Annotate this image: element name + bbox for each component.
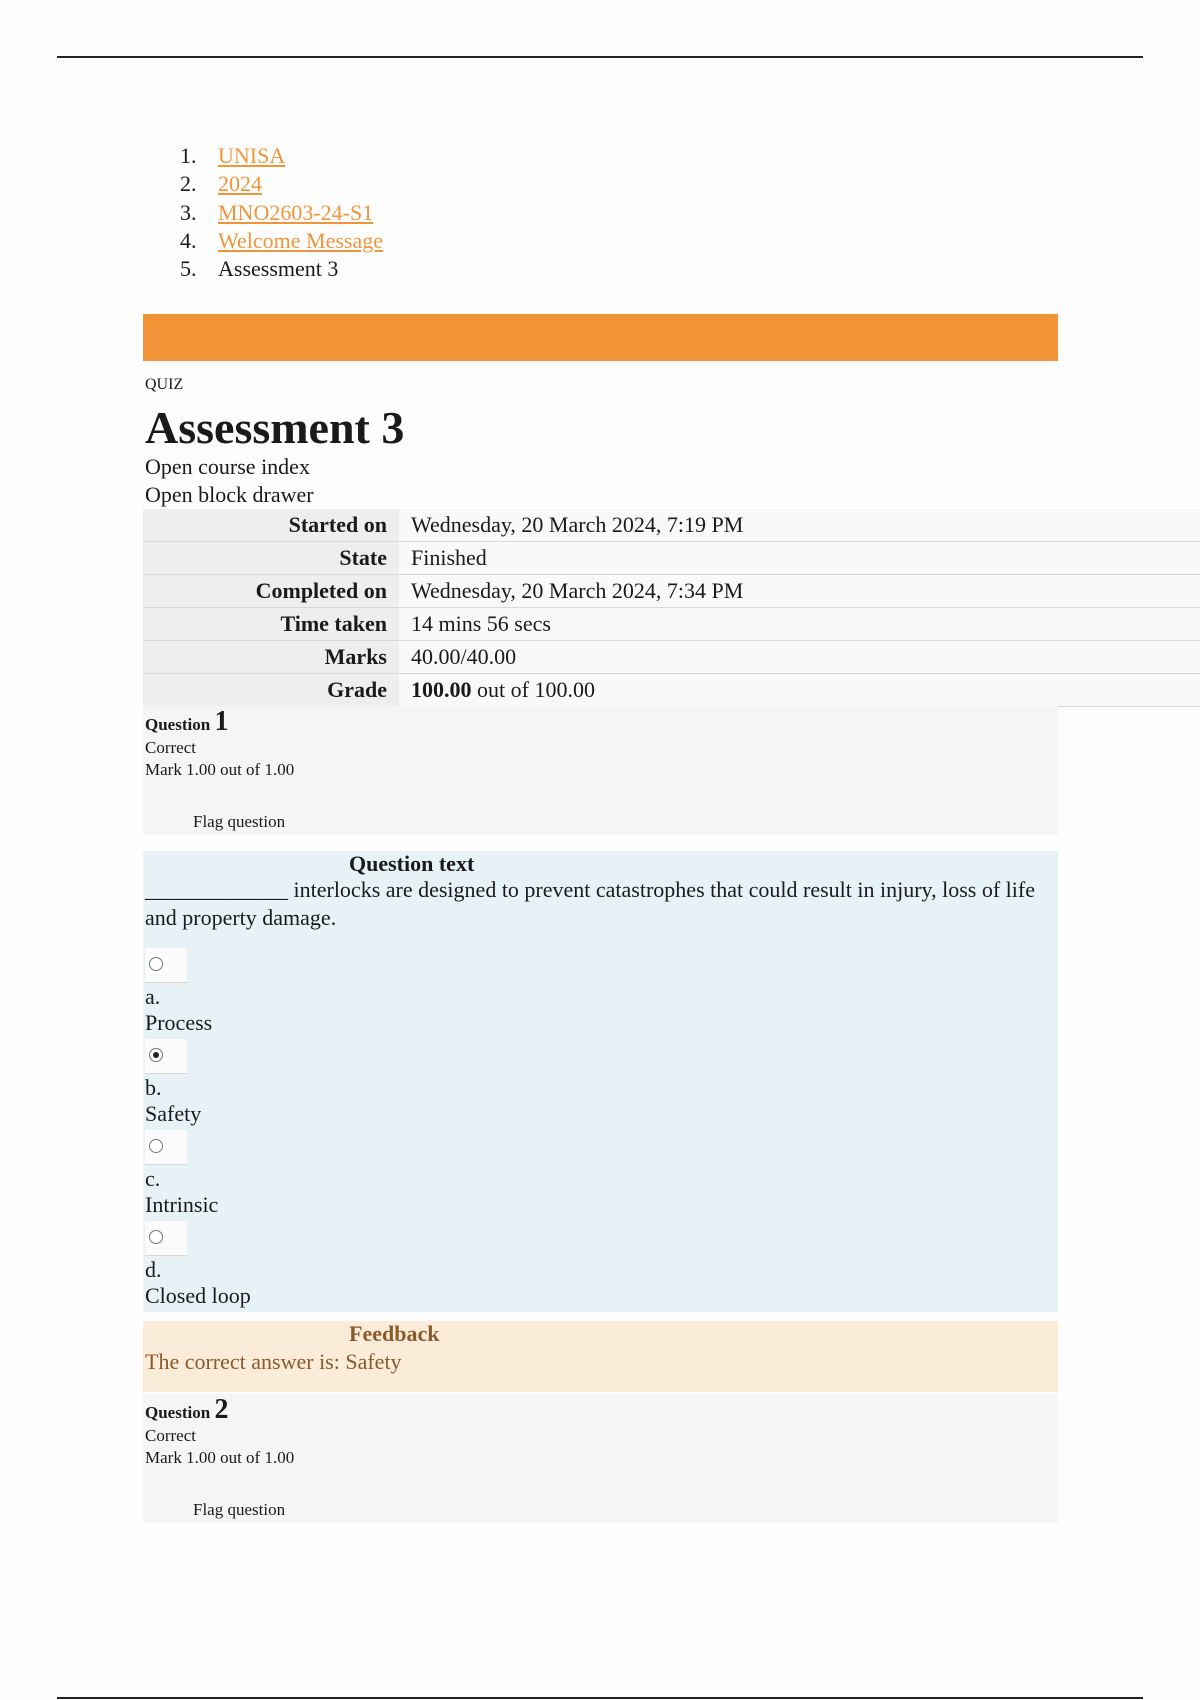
answer-letter: b. <box>145 1075 162 1100</box>
question-1-state: Correct <box>145 738 196 757</box>
answer-letter: d. <box>145 1257 162 1282</box>
attempt-summary-table <box>143 509 1200 707</box>
breadcrumb-link-unisa[interactable]: UNISA <box>218 143 286 168</box>
answer-text: Closed loop <box>145 1283 251 1308</box>
question-1-feedback <box>143 1321 1058 1392</box>
radio-button-d[interactable] <box>149 1230 163 1244</box>
question-2-mark: Mark 1.00 out of 1.00 <box>145 1448 295 1467</box>
answer-text: Safety <box>145 1101 202 1126</box>
question-1-mark: Mark 1.00 out of 1.00 <box>145 760 295 779</box>
feedback-heading: Feedback <box>349 1321 440 1346</box>
breadcrumb-number: 5. <box>180 256 197 282</box>
breadcrumb-item <box>180 255 383 283</box>
breadcrumb-item <box>180 170 383 198</box>
table-row <box>143 608 1200 641</box>
open-course-index-button[interactable]: Open course index <box>145 454 310 479</box>
radio-cell <box>145 1221 187 1256</box>
marks-label: Marks <box>143 641 399 674</box>
radio-cell <box>145 1130 187 1165</box>
question-label: Question <box>145 1403 215 1422</box>
answer-text: Process <box>145 1010 213 1035</box>
correct-answer-text: The correct answer is: Safety <box>145 1349 402 1374</box>
state-value: Finished <box>399 542 1200 575</box>
page-title: Assessment 3 <box>145 402 405 453</box>
started-on-value: Wednesday, 20 March 2024, 7:19 PM <box>399 509 1200 542</box>
bottom-rule <box>57 1697 1143 1699</box>
top-rule <box>57 56 1143 58</box>
table-row <box>143 641 1200 674</box>
started-on-label: Started on <box>143 509 399 542</box>
breadcrumb-link-2024[interactable]: 2024 <box>218 171 262 197</box>
breadcrumb-number: 1. <box>180 143 197 168</box>
breadcrumb-number: 2. <box>180 171 197 197</box>
radio-button-a[interactable] <box>149 957 163 971</box>
answer-letter: c. <box>145 1166 161 1191</box>
completed-on-label: Completed on <box>143 575 399 608</box>
question-text-heading: Question text <box>349 851 475 876</box>
state-label: State <box>143 542 399 575</box>
time-taken-value: 14 mins 56 secs <box>399 608 1200 641</box>
answer-option-c[interactable] <box>145 1130 445 1219</box>
breadcrumb-number: 3. <box>180 199 197 225</box>
breadcrumb-item <box>180 142 383 170</box>
breadcrumb-link-course[interactable]: MNO2603-24-S1 <box>218 199 374 225</box>
time-taken-label: Time taken <box>143 608 399 641</box>
table-row <box>143 674 1200 707</box>
question-1-flag-button[interactable]: Flag question <box>193 812 286 831</box>
question-2-number <box>145 1394 228 1426</box>
question-number: 1 <box>214 706 229 737</box>
breadcrumb-item <box>180 199 383 227</box>
breadcrumb-current: Assessment 3 <box>218 256 339 282</box>
radio-button-b-selected[interactable] <box>149 1048 163 1062</box>
breadcrumb-link-welcome[interactable]: Welcome Message <box>218 227 383 253</box>
answer-option-d[interactable] <box>145 1221 445 1310</box>
question-1-content <box>143 851 1058 1312</box>
marks-value: 40.00/40.00 <box>399 641 1200 674</box>
activity-type-label: QUIZ <box>145 376 184 393</box>
answer-letter: a. <box>145 984 161 1009</box>
course-banner <box>143 314 1058 361</box>
grade-value <box>399 674 1200 707</box>
breadcrumb-item <box>180 227 383 255</box>
question-2-flag-button[interactable]: Flag question <box>193 1500 286 1519</box>
question-2-info <box>143 1394 1058 1523</box>
completed-on-value: Wednesday, 20 March 2024, 7:34 PM <box>399 575 1200 608</box>
question-1-number <box>145 706 228 738</box>
answer-option-a[interactable] <box>145 948 445 1037</box>
question-2-state: Correct <box>145 1426 196 1445</box>
table-row <box>143 542 1200 575</box>
breadcrumb-number: 4. <box>180 227 197 253</box>
radio-cell <box>145 1039 187 1074</box>
radio-cell <box>145 948 187 983</box>
answer-text: Intrinsic <box>145 1192 219 1217</box>
table-row <box>143 575 1200 608</box>
question-1-info <box>143 706 1058 835</box>
question-label: Question <box>145 715 215 734</box>
open-block-drawer-button[interactable]: Open block drawer <box>145 482 314 507</box>
question-1-prompt: _____________ interlocks are designed to prevent catastrophes that could result in injury, loss of life and property damage. <box>145 877 1035 930</box>
grade-score: 100.00 <box>411 677 472 702</box>
answer-option-b[interactable] <box>145 1039 445 1128</box>
radio-button-c[interactable] <box>149 1139 163 1153</box>
grade-label: Grade <box>143 674 399 707</box>
question-number: 2 <box>214 1394 229 1425</box>
breadcrumb <box>180 142 383 283</box>
grade-total: out of 100.00 <box>471 677 595 702</box>
table-row <box>143 509 1200 542</box>
